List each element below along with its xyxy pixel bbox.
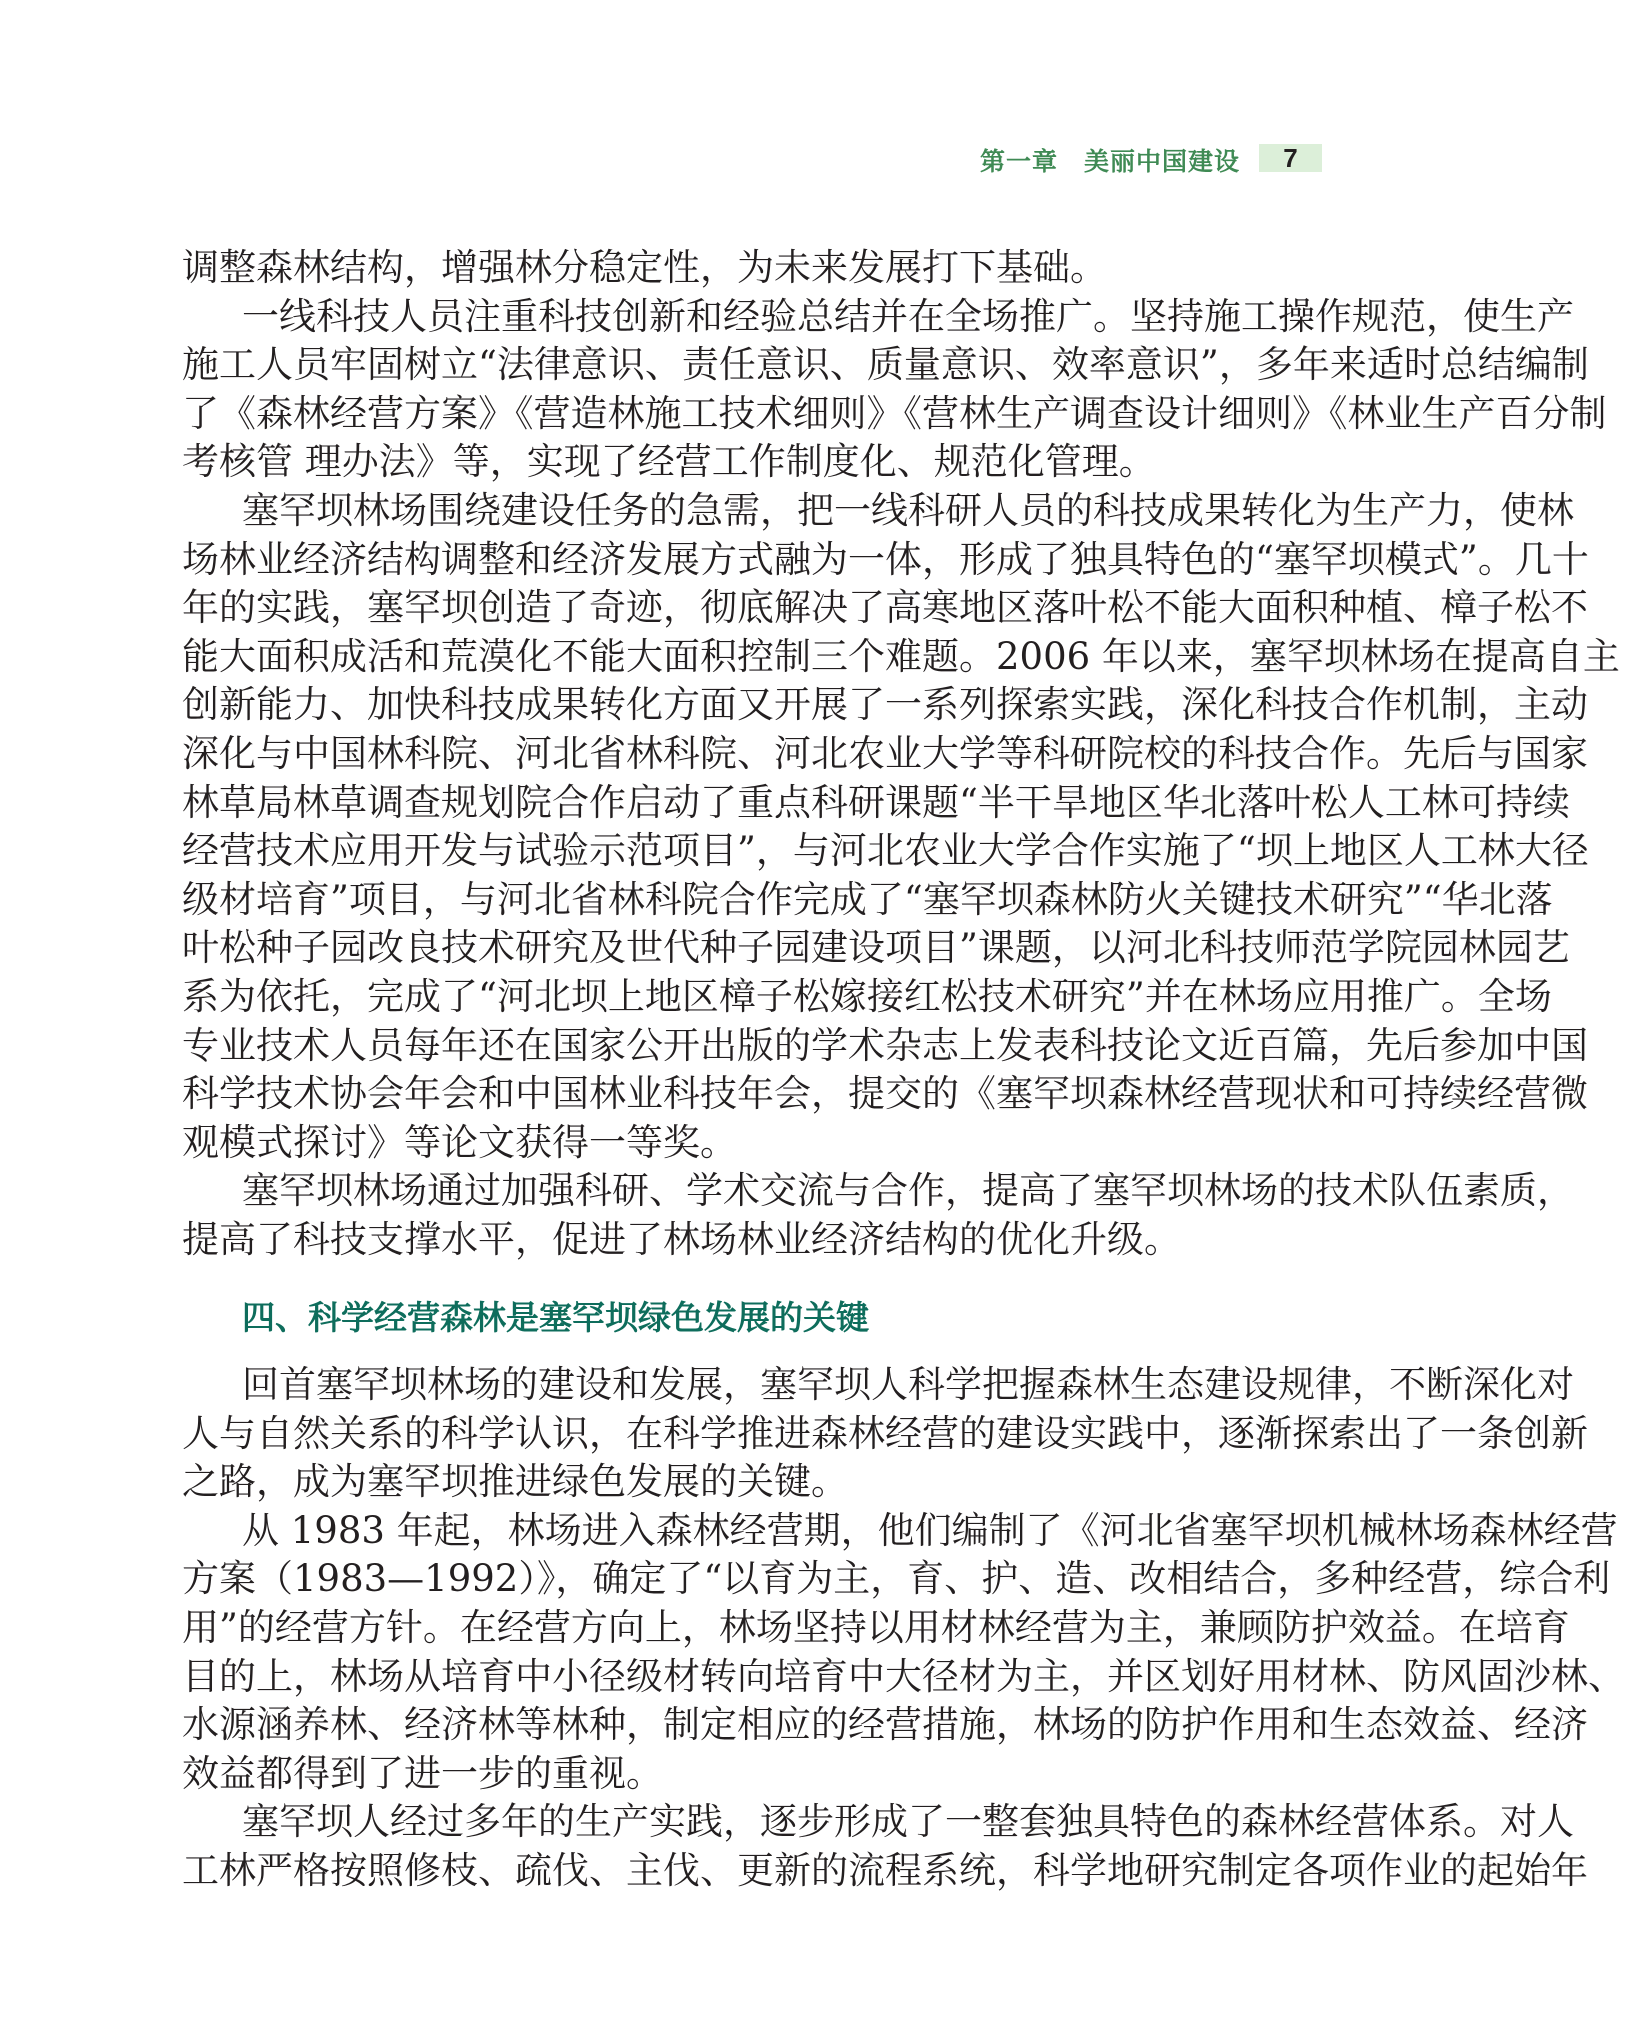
text-line: 观模式探讨》等论文获得一等奖。 (182, 1120, 737, 1164)
text-line: 施工人员牢固树立“法律意识、责任意识、质量意识、效率意识”，多年来适时总结编制 (182, 343, 1589, 387)
paragraph (182, 1361, 1588, 1507)
text-line: 之路，成为塞罕坝推进绿色发展的关键。 (182, 1460, 848, 1504)
text-line: 经营技术应用开发与试验示范项目”，与河北农业大学合作实施了“坝上地区人工林大径 (182, 829, 1589, 873)
text-line: 用”的经营方针。在经营方向上，林场坚持以用材林经营为主，兼顾防护效益。在培育 (182, 1605, 1570, 1649)
text-line: 效益都得到了进一步的重视。 (182, 1751, 663, 1795)
paragraph (182, 244, 1332, 293)
text-line: 场林业经济结构调整和经济发展方式融为一体，形成了独具特色的“塞罕坝模式”。几十 (182, 537, 1589, 581)
text-line: 专业技术人员每年还在国家公开出版的学术杂志上发表科技论文近百篇，先后参加中国 (182, 1023, 1588, 1067)
paragraph (182, 1507, 1625, 1799)
text-line: 林草局林草调查规划院合作启动了重点科研课题“半干旱地区华北落叶松人工林可持续 (182, 780, 1570, 824)
paragraph (182, 293, 1607, 487)
text-line: 级材培育”项目，与河北省林科院合作完成了“塞罕坝森林防火关键技术研究”“华北落 (182, 877, 1553, 921)
text-line: 深化与中国林科院、河北省林科院、河北农业大学等科研院校的科技合作。先后与国家 (182, 731, 1588, 775)
text-line: 科学技术协会年会和中国林业科技年会，提交的《塞罕坝森林经营现状和可持续经营微 (182, 1072, 1588, 1116)
text-line: 提高了科技支撑水平，促进了林场林业经济结构的优化升级。 (182, 1217, 1181, 1261)
chapter-title: 第一章 美丽中国建设 (980, 147, 1241, 176)
section-heading: 四、科学经营森林是塞罕坝绿色发展的关键 (242, 1298, 869, 1337)
body-section-2 (182, 1361, 1625, 1896)
page-number: 7 (1259, 144, 1322, 172)
text-line: 一线科技人员注重科技创新和经验总结并在全场推广。坚持施工操作规范，使生产 (242, 294, 1574, 338)
text-line: 从 1983 年起，林场进入森林经营期，他们编制了《河北省塞罕坝机械林场森林经营 (242, 1508, 1618, 1552)
paragraph (182, 1167, 1574, 1264)
body-section-1 (182, 244, 1620, 1264)
text-line: 工林严格按照修枝、疏伐、主伐、更新的流程系统，科学地研究制定各项作业的起始年 (182, 1848, 1588, 1892)
text-line: 了《森林经营方案》《营造林施工技术细则》《营林生产调查设计细则》《林业生产百分制 (182, 391, 1607, 435)
text-line: 创新能力、加快科技成果转化方面又开展了一系列探索实践，深化科技合作机制，主动 (182, 683, 1588, 727)
text-line: 考核管 理办法》等，实现了经营工作制度化、规范化管理。 (182, 440, 1156, 484)
text-line: 叶松种子园改良技术研究及世代种子园建设项目”课题，以河北科技师范学院园林园艺 (182, 926, 1570, 970)
text-line: 能大面积成活和荒漠化不能大面积控制三个难题。2006 年以来，塞罕坝林场在提高自主 (182, 634, 1620, 678)
text-line: 调整森林结构，增强林分稳定性，为未来发展打下基础。 (182, 246, 1107, 289)
text-line: 塞罕坝林场通过加强科研、学术交流与合作，提高了塞罕坝林场的技术队伍素质， (242, 1169, 1574, 1213)
text-line: 回首塞罕坝林场的建设和发展，塞罕坝人科学把握森林生态建设规律，不断深化对 (242, 1363, 1574, 1406)
running-header (960, 140, 1330, 176)
paragraph (182, 487, 1620, 1167)
text-line: 水源涵养林、经济林等林种，制定相应的经营措施，林场的防护作用和生态效益、经济 (182, 1703, 1588, 1747)
paragraph (182, 1798, 1588, 1895)
text-line: 目的上，林场从培育中小径级材转向培育中大径材为主，并区划好用材林、防风固沙林、 (182, 1654, 1625, 1698)
text-line: 塞罕坝人经过多年的生产实践，逐步形成了一整套独具特色的森林经营体系。对人 (242, 1800, 1574, 1844)
text-line: 系为依托，完成了“河北坝上地区樟子松嫁接红松技术研究”并在林场应用推广。全场 (182, 974, 1552, 1018)
text-line: 年的实践，塞罕坝创造了奇迹，彻底解决了高寒地区落叶松不能大面积种植、樟子松不 (182, 586, 1588, 630)
text-line: 人与自然关系的科学认识，在科学推进森林经营的建设实践中，逐渐探索出了一条创新 (182, 1411, 1588, 1455)
text-line: 方案（1983—1992）》，确定了“以育为主，育、护、造、改相结合，多种经营，综合利 (182, 1557, 1611, 1601)
text-line: 塞罕坝林场围绕建设任务的急需，把一线科研人员的科技成果转化为生产力，使林 (242, 488, 1574, 532)
